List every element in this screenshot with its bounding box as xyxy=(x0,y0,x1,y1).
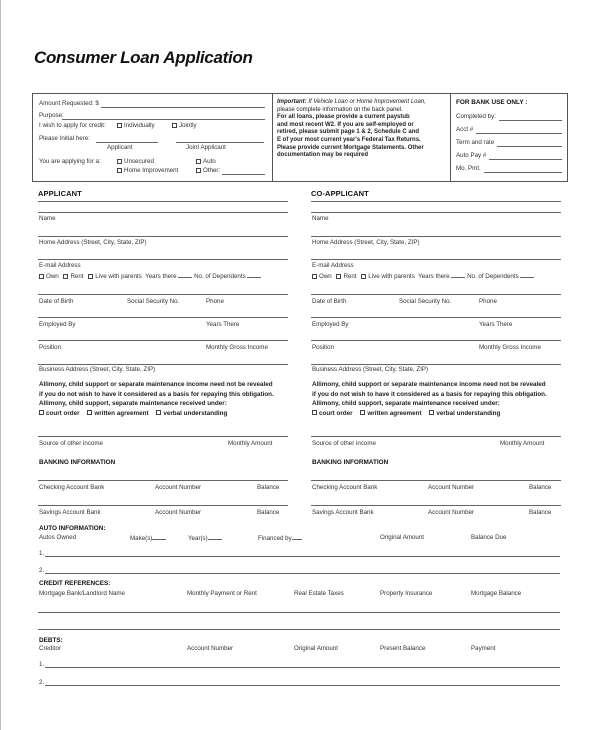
app-rent-text: Rent xyxy=(70,273,84,280)
auto-row-1-line[interactable] xyxy=(45,556,560,557)
top-divider-1 xyxy=(272,93,273,182)
app-alimony-line-3: Allimony, child support, separate maintenance received under: xyxy=(39,400,227,408)
app-years-there-field[interactable] xyxy=(178,272,192,278)
debt-row-2-label: 2. xyxy=(39,679,45,686)
app-ssn-label: Social Security No. xyxy=(127,298,180,305)
co-checking-label: Checking Account Bank xyxy=(312,484,378,491)
app-alimony-text xyxy=(39,380,274,418)
real-estate-taxes-label: Real Estate Taxes xyxy=(294,590,344,597)
financed-by-label xyxy=(258,534,302,542)
home-improvement-checkbox[interactable] xyxy=(117,168,122,173)
co-verbal-checkbox[interactable] xyxy=(429,410,434,415)
co-rent-checkbox[interactable] xyxy=(336,274,341,279)
debt-row-1-line[interactable] xyxy=(45,667,560,668)
app-business-label: Business Address (Street, City, State, ZIP) xyxy=(39,366,156,373)
auto-pay-field[interactable] xyxy=(489,159,562,160)
completed-by-label: Completed by: xyxy=(456,113,496,120)
app-savings-line[interactable] xyxy=(38,505,288,506)
co-checking-balance-label: Balance xyxy=(529,484,552,491)
page-edge xyxy=(0,0,1,730)
app-years-there-text: Years there xyxy=(145,273,177,280)
co-own-checkbox[interactable] xyxy=(312,274,317,279)
acct-field[interactable] xyxy=(476,133,562,134)
note-line-7: Please provide current Mortgage Statements. Other xyxy=(277,144,424,151)
auto-text: Auto xyxy=(203,158,216,165)
note-line-3: For all loans, please provide a current paystub xyxy=(277,114,410,121)
monthly-payment-label: Monthly Payment or Rent xyxy=(187,590,257,597)
mo-pmt-field[interactable] xyxy=(484,172,562,173)
financed-by-field[interactable] xyxy=(292,534,302,540)
term-rate-label: Term and rate xyxy=(456,139,495,146)
co-savings-account-label: Account Number xyxy=(428,509,475,516)
co-name-line[interactable] xyxy=(311,212,561,213)
co-alimony-line-3: Allimony, child support, separate maintenance received under: xyxy=(312,400,500,408)
app-verbal-text: verbal understanding xyxy=(163,409,228,417)
app-savings-label: Savings Account Bank xyxy=(39,509,101,516)
co-dob-line[interactable] xyxy=(311,294,561,295)
other-text: Other: xyxy=(203,167,221,174)
mortgage-bank-label: Mortgage Bank/Landlord Name xyxy=(39,590,125,597)
other-option[interactable] xyxy=(196,167,220,174)
apply-credit-label: I wish to apply for credit: xyxy=(39,122,106,129)
app-parents-checkbox[interactable] xyxy=(88,274,93,279)
co-ssn-label: Social Security No. xyxy=(399,298,452,305)
autos-owned-label: Autos Owned xyxy=(39,534,77,541)
co-position-line[interactable] xyxy=(311,340,561,341)
individually-checkbox[interactable] xyxy=(117,123,122,128)
debts-header: DEBTS: xyxy=(39,637,63,644)
app-email-line[interactable] xyxy=(38,259,288,260)
applicant-header-rule xyxy=(38,201,288,202)
unsecured-text: Unsecured xyxy=(124,158,154,165)
app-email-label: E-mail Address xyxy=(39,262,81,269)
amount-requested-label: Amount Requested: $ xyxy=(39,100,99,107)
app-own-checkbox[interactable] xyxy=(39,274,44,279)
auto-info-header: AUTO INFORMATION: xyxy=(39,525,106,532)
co-savings-line[interactable] xyxy=(311,505,561,506)
individually-text: Individually xyxy=(124,122,155,129)
auto-row-1-label: 1. xyxy=(39,550,45,557)
co-parents-text: Live with parents xyxy=(368,273,415,280)
co-business-label: Business Address (Street, City, State, ZIP) xyxy=(312,366,429,373)
makes-label xyxy=(130,534,166,542)
co-savings-balance-label: Balance xyxy=(529,509,552,516)
app-dependents-text: No. of Dependents xyxy=(194,273,246,280)
co-email-label: E-mail Address xyxy=(312,262,354,269)
home-improvement-option[interactable] xyxy=(117,167,178,174)
app-position-label: Position xyxy=(39,344,62,351)
co-email-line[interactable] xyxy=(311,259,561,260)
app-source-line[interactable] xyxy=(38,436,288,437)
auto-row-2-line[interactable] xyxy=(45,573,560,574)
auto-original-amount-label: Original Amount xyxy=(380,534,425,541)
mortgage-balance-label: Mortgage Balance xyxy=(471,590,522,597)
app-position-line[interactable] xyxy=(38,340,288,341)
co-phone-label: Phone xyxy=(479,298,497,305)
app-monthly-amount-label: Monthly Amount xyxy=(228,440,273,447)
app-years-label: Years There xyxy=(206,321,240,328)
co-own-text: Own xyxy=(319,273,332,280)
purpose-field[interactable] xyxy=(62,119,265,120)
makes-field[interactable] xyxy=(152,534,166,540)
app-dependents-field[interactable] xyxy=(247,272,261,278)
app-checking-line[interactable] xyxy=(38,480,288,481)
unsecured-option[interactable] xyxy=(117,158,154,165)
co-years-there-text: Years there xyxy=(418,273,450,280)
co-verbal-text: verbal understanding xyxy=(436,409,501,417)
note-line-6: E of your most current year's Federal Tax Returns. xyxy=(277,136,421,143)
co-monthly-amount-label: Monthly Amount xyxy=(500,440,545,447)
app-own-text: Own xyxy=(46,273,59,280)
app-parents-text: Live with parents xyxy=(95,273,142,280)
co-court-order-checkbox[interactable] xyxy=(312,410,317,415)
app-banking-header: BANKING INFORMATION xyxy=(39,459,116,466)
top-divider-2 xyxy=(450,93,451,182)
years-field[interactable] xyxy=(208,534,222,540)
app-phone-label: Phone xyxy=(206,298,224,305)
co-employed-label: Employed By xyxy=(312,321,349,328)
joint-applicant-caption: Joint Applicant xyxy=(186,144,226,151)
makes-text: Make(s) xyxy=(130,535,153,542)
debts-original-amount-label: Original Amount xyxy=(294,645,339,652)
term-rate-field[interactable] xyxy=(497,146,562,147)
app-dob-label: Date of Birth xyxy=(39,298,74,305)
co-name-label: Name xyxy=(312,215,329,222)
applicant-initial-caption: Applicant xyxy=(107,144,133,151)
coapplicant-header: CO-APPLICANT xyxy=(311,189,369,198)
co-monthly-gross-label: Monthly Gross Income xyxy=(479,344,541,351)
auto-balance-due-label: Balance Due xyxy=(471,534,507,541)
coapplicant-header-rule xyxy=(311,201,561,202)
co-years-there-field[interactable] xyxy=(451,272,465,278)
co-source-label: Source of other income xyxy=(312,440,376,447)
app-home-address-line[interactable] xyxy=(38,236,288,237)
app-alimony-line-2: if you do not wish to have it considered as a basis for repaying this obligation. xyxy=(39,390,274,398)
co-rent-text: Rent xyxy=(343,273,357,280)
co-written-text: written agreement xyxy=(367,409,422,417)
app-written-text: written agreement xyxy=(94,409,149,417)
co-checking-line[interactable] xyxy=(311,480,561,481)
note-line-1: If Vehicle Loan or Home Improvement Loan, xyxy=(308,99,426,105)
note-line-4: and most recent W2. If you are self-employed or xyxy=(277,121,414,128)
note-line-5: retired, please submit page 1 & 2, Schedule C and xyxy=(277,129,420,136)
important-note xyxy=(277,99,426,160)
years-label xyxy=(188,534,222,542)
mo-pmt-label: Mo. Pmt. xyxy=(456,165,481,172)
co-position-label: Position xyxy=(312,344,335,351)
co-checking-account-label: Account Number xyxy=(428,484,475,491)
co-alimony-line-2: if you do not wish to have it considered as a basis for repaying this obligation. xyxy=(312,390,547,398)
app-rent-checkbox[interactable] xyxy=(63,274,68,279)
app-savings-account-label: Account Number xyxy=(155,509,202,516)
app-checking-label: Checking Account Bank xyxy=(39,484,105,491)
app-court-order-text: court order xyxy=(46,409,80,417)
auto-option[interactable] xyxy=(196,158,216,165)
co-home-address-label: Home Address (Street, City, State, ZIP) xyxy=(312,239,420,246)
co-dob-label: Date of Birth xyxy=(312,298,347,305)
years-text: Year(s) xyxy=(188,535,208,542)
co-written-checkbox[interactable] xyxy=(360,410,365,415)
app-employed-label: Employed By xyxy=(39,321,76,328)
page-title: Consumer Loan Application xyxy=(34,48,253,67)
other-checkbox[interactable] xyxy=(196,168,201,173)
app-dob-line[interactable] xyxy=(38,294,288,295)
app-court-order-checkbox[interactable] xyxy=(39,410,44,415)
present-balance-label: Present Balance xyxy=(380,645,426,652)
financed-by-text: Financed by xyxy=(258,535,292,542)
auto-row-2-label: 2. xyxy=(39,567,45,574)
co-parents-checkbox[interactable] xyxy=(361,274,366,279)
individually-option[interactable] xyxy=(117,122,155,129)
home-improvement-text: Home Improvement xyxy=(124,167,179,174)
debts-account-number-label: Account Number xyxy=(187,645,234,652)
app-name-label: Name xyxy=(39,215,56,222)
applying-for-label: You are applying for a: xyxy=(39,158,101,165)
jointly-option[interactable] xyxy=(172,122,197,129)
co-years-label: Years There xyxy=(479,321,513,328)
jointly-text: Jointly xyxy=(179,122,197,129)
co-alimony-text xyxy=(312,380,547,418)
co-business-line[interactable] xyxy=(311,364,561,365)
applicant-initial-field[interactable] xyxy=(96,142,158,143)
purpose-label: Purpose: xyxy=(39,112,64,119)
app-source-label: Source of other income xyxy=(39,440,103,447)
note-line-2: please complete information on the back panel. xyxy=(277,106,403,113)
jointly-checkbox[interactable] xyxy=(172,123,177,128)
app-housing-row xyxy=(39,272,261,280)
app-employed-line[interactable] xyxy=(38,317,288,318)
note-line-8: documentation may be required xyxy=(277,152,369,159)
joint-initial-field[interactable] xyxy=(176,142,264,143)
applicant-header: APPLICANT xyxy=(38,189,82,198)
credit-row-1-line[interactable] xyxy=(38,612,560,613)
credit-row-2-line[interactable] xyxy=(38,629,560,630)
co-dependents-field[interactable] xyxy=(520,272,534,278)
co-dependents-text: No. of Dependents xyxy=(467,273,519,280)
app-monthly-gross-label: Monthly Gross Income xyxy=(206,344,268,351)
co-court-order-text: court order xyxy=(319,409,353,417)
co-housing-row xyxy=(312,272,534,280)
important-label: Important: xyxy=(277,99,307,105)
co-alimony-line-1: Allimony, child support or separate maintenance income need not be revealed xyxy=(312,381,546,388)
auto-checkbox[interactable] xyxy=(196,159,201,164)
amount-requested-field[interactable] xyxy=(101,107,265,108)
auto-pay-label: Auto Pay # xyxy=(456,152,487,159)
co-source-line[interactable] xyxy=(311,436,561,437)
co-employed-line[interactable] xyxy=(311,317,561,318)
initial-here-label: Please Initial here: xyxy=(39,135,90,142)
co-home-address-line[interactable] xyxy=(311,236,561,237)
property-insurance-label: Property Insurance xyxy=(380,590,433,597)
app-checking-balance-label: Balance xyxy=(257,484,280,491)
acct-label: Acct # xyxy=(456,126,474,133)
creditor-label: Creditor xyxy=(39,645,62,652)
debt-row-2-line[interactable] xyxy=(45,685,560,686)
app-written-checkbox[interactable] xyxy=(87,410,92,415)
co-savings-label: Savings Account Bank xyxy=(312,509,374,516)
completed-by-field[interactable] xyxy=(499,120,562,121)
app-home-address-label: Home Address (Street, City, State, ZIP) xyxy=(39,239,147,246)
debt-row-1-label: 1. xyxy=(39,661,45,668)
bank-use-header: FOR BANK USE ONLY : xyxy=(456,99,528,106)
credit-references-header: CREDIT REFERENCES: xyxy=(39,580,111,587)
co-banking-header: BANKING INFORMATION xyxy=(312,459,389,466)
app-business-line[interactable] xyxy=(38,364,288,365)
unsecured-checkbox[interactable] xyxy=(117,159,122,164)
app-alimony-line-1: Allimony, child support or separate maintenance income need not be revealed xyxy=(39,381,273,388)
other-field[interactable] xyxy=(222,174,265,175)
app-name-line[interactable] xyxy=(38,212,288,213)
app-verbal-checkbox[interactable] xyxy=(156,410,161,415)
debts-payment-label: Payment xyxy=(471,645,496,652)
app-savings-balance-label: Balance xyxy=(257,509,280,516)
app-checking-account-label: Account Number xyxy=(155,484,202,491)
